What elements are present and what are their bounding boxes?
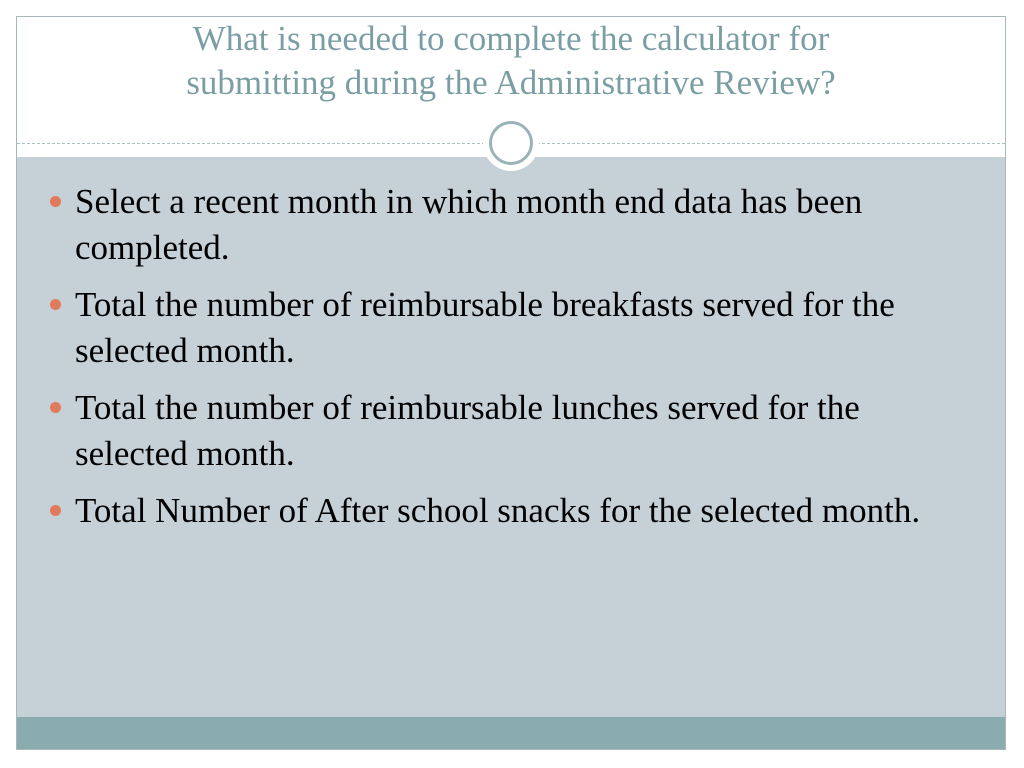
circle-ring-icon [489,121,533,165]
bullet-item [47,282,977,374]
bullet-dot-icon [50,299,61,310]
bullet-item [47,179,977,271]
bullet-dot-icon [50,402,61,413]
slide-title-line-2: submitting during the Administrative Review? [186,63,836,102]
bullet-text: Select a recent month in which month end data has been completed. [75,182,863,267]
bullet-text: Total the number of reimbursable lunches served for the selected month. [75,388,860,473]
bullet-dot-icon [50,196,61,207]
slide [16,16,1006,750]
content-area [17,157,1005,717]
bullet-text: Total Number of After school snacks for the selected month. [75,491,921,530]
circle-ornament-icon [483,115,539,171]
bullet-item [47,385,977,477]
bullet-list [47,179,977,545]
slide-title [17,17,1005,105]
bullet-item [47,488,977,534]
bullet-text: Total the number of reimbursable breakfasts served for the selected month. [75,285,895,370]
slide-title-line-1: What is needed to complete the calculator for [192,19,830,58]
bullet-dot-icon [50,505,61,516]
footer-bar [17,717,1005,750]
